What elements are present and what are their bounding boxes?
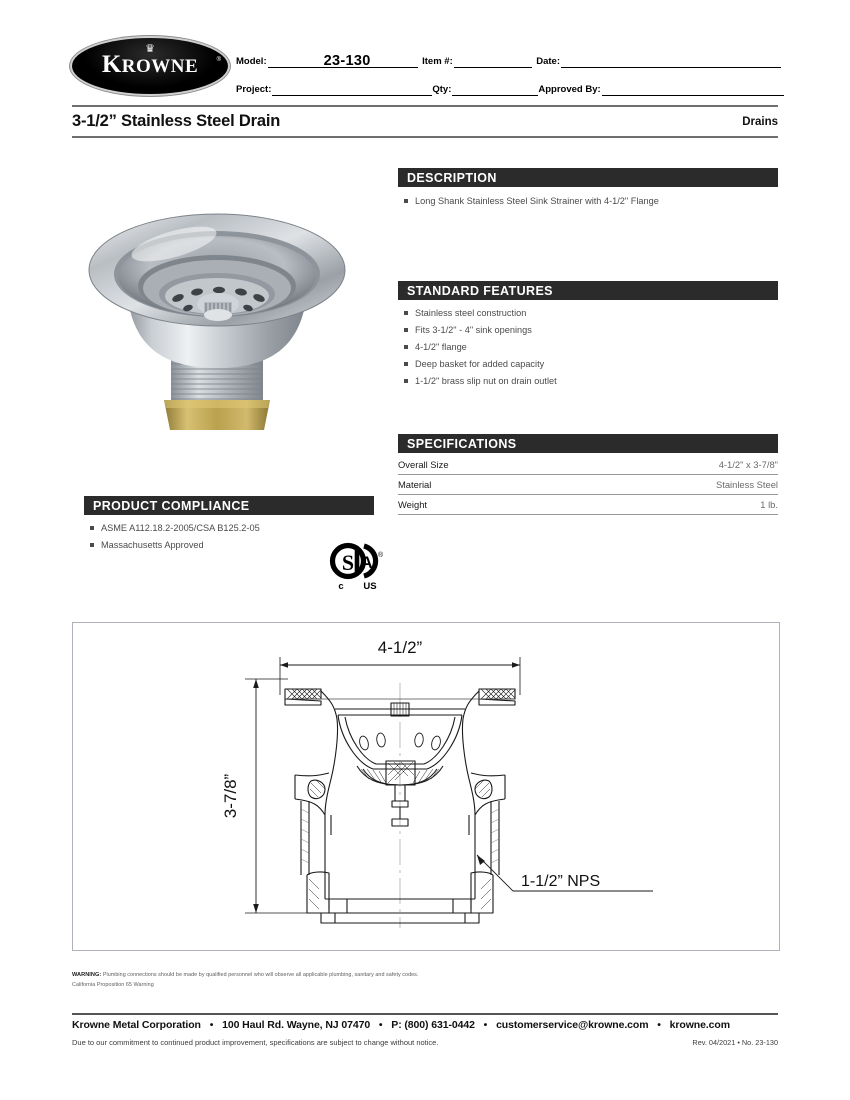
model-label: Model: [236,56,267,67]
list-item: 1-1/2" brass slip nut on drain outlet [402,374,778,389]
spec-value: 1 lb. [760,499,778,510]
model-value: 23-130 [323,53,371,69]
warning-text: Plumbing connections should be made by qualified personnel who will observe all applicable plumbing, sanitary and safety codes. [102,972,419,978]
warning-label: WARNING: [72,972,102,978]
model-input[interactable] [268,55,418,68]
prop65-text: California Proposition 65 Warning [72,981,154,988]
item-label: Item #: [422,56,453,67]
description-list [402,194,778,211]
list-item: Long Shank Stainless Steel Sink Strainer with 4-1/2" Flange [402,194,778,209]
approved-by-label: Approved By: [538,84,601,95]
crown-icon: ♛ [145,43,155,55]
standard-features-heading: STANDARD FEATURES [407,283,553,298]
spec-value: 4-1/2" x 3-7/8" [718,459,778,470]
footer-contact [72,1019,778,1031]
standard-features-header [398,281,778,300]
list-item: Deep basket for added capacity [402,357,778,372]
warning-line [72,972,592,980]
product-category: Drains [742,116,778,128]
technical-drawing [72,622,780,951]
spec-label: Overall Size [398,459,449,470]
product-compliance-heading: PRODUCT COMPLIANCE [93,498,250,513]
specifications-table [398,455,778,515]
product-compliance-list [88,521,273,555]
separator-dot: • [657,1019,661,1031]
project-label: Project: [236,84,272,95]
specifications-header [398,434,778,453]
list-item: Fits 3-1/2" - 4" sink openings [402,323,778,338]
list-item: Stainless steel construction [402,306,778,321]
svg-text:S: S [341,550,355,575]
csa-us-label: US [363,581,377,592]
qty-input[interactable] [452,83,538,96]
company-phone[interactable]: P: (800) 631-0442 [391,1019,475,1031]
warning-block [72,972,592,991]
company-name: Krowne Metal Corporation [72,1019,201,1031]
footer-divider [72,1013,778,1015]
item-input[interactable] [454,55,532,68]
table-row [398,475,778,495]
list-item: 4-1/2" flange [402,340,778,355]
csa-certification-mark [328,537,386,593]
product-photo [78,182,378,437]
company-website[interactable]: krowne.com [669,1019,730,1031]
list-item: ASME A112.18.2-2005/CSA B125.2-05 [88,521,273,536]
table-row [398,455,778,475]
spec-value: Stainless Steel [715,479,778,490]
svg-text:A: A [360,553,373,572]
separator-dot: • [209,1019,214,1031]
spec-label: Weight [398,499,428,510]
description-heading: DESCRIPTION [407,170,497,185]
title-divider [72,136,778,138]
company-address: 100 Haul Rd. Wayne, NJ 07470 [222,1019,371,1031]
logo-wordmark: KROWNE [101,51,199,78]
footer-revision: Rev. 04/2021 • No. 23-130 [692,1038,778,1047]
specifications-heading: SPECIFICATIONS [407,436,517,451]
description-header [398,168,778,187]
spec-label: Material [398,479,432,490]
krowne-logo [72,38,228,94]
svg-text:®: ® [378,552,384,559]
header-divider [72,105,778,107]
separator-dot: • [483,1019,488,1031]
date-input[interactable] [561,55,781,68]
qty-label: Qty: [432,84,452,95]
date-label: Date: [536,56,560,67]
standard-features-list [402,306,778,391]
company-email[interactable]: customerservice@krowne.com [496,1019,649,1031]
form-row-2 [236,74,781,96]
registered-mark: ® [216,57,221,63]
list-item: Massachusetts Approved [88,538,273,553]
product-compliance-header [84,496,374,515]
project-input[interactable] [272,83,432,96]
form-row-1 [236,46,781,68]
header-form-fields [236,40,781,96]
dimension-width-label: 4-1/2” [377,638,423,657]
dimension-height-label: 3-7/8” [221,773,240,819]
csa-c-label: c [338,581,344,592]
footer-disclaimer: Due to our commitment to continued product improvement, specifications are subject to change without notice. [72,1038,439,1047]
separator-dot: • [378,1019,383,1031]
table-row [398,495,778,515]
dimension-outlet-label: 1-1/2” NPS [521,873,601,890]
approved-by-input[interactable] [602,83,784,96]
page-title: 3-1/2” Stainless Steel Drain [72,112,281,130]
